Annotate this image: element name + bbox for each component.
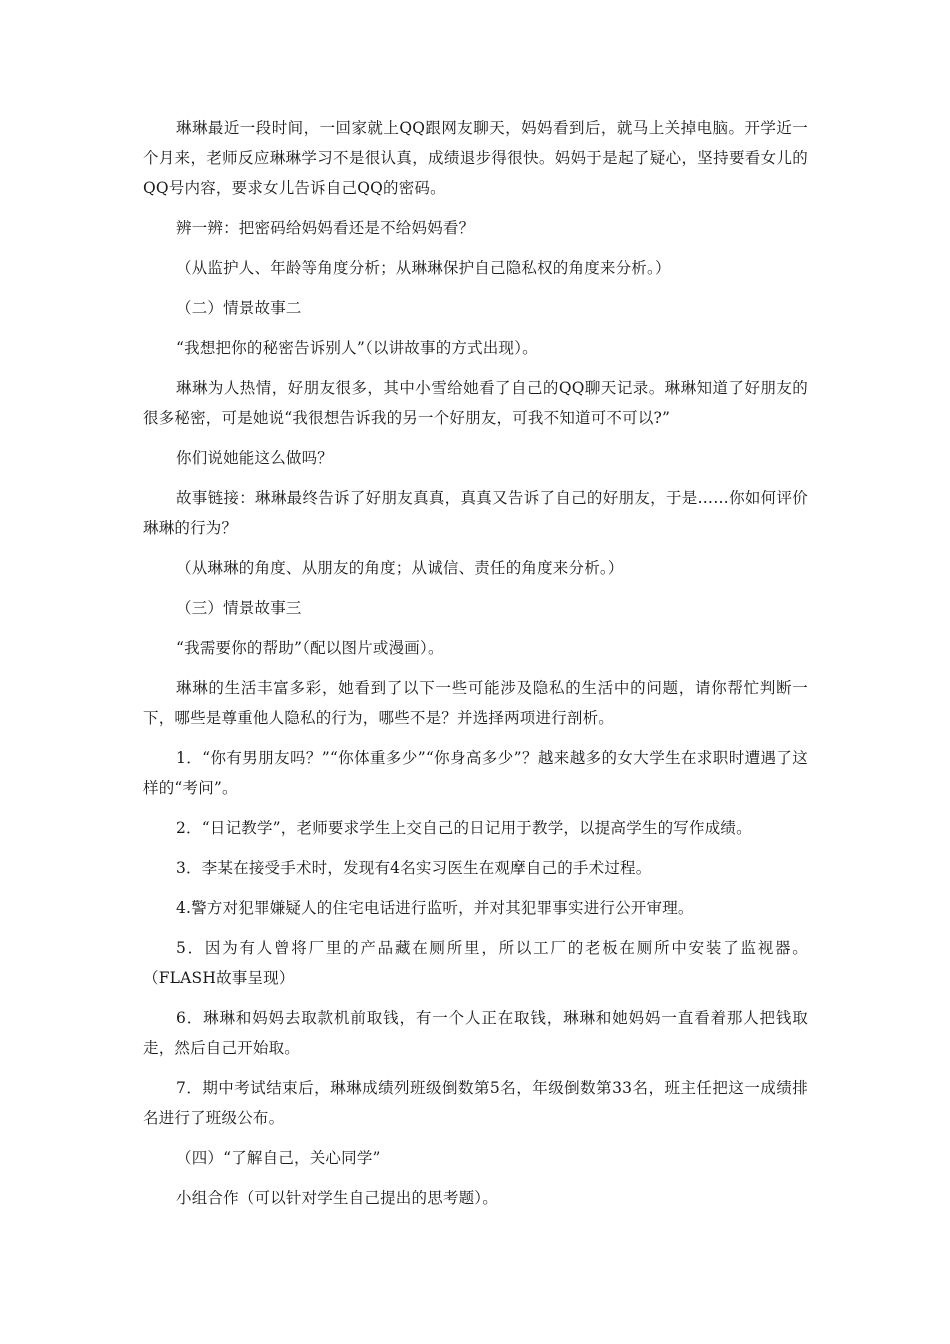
list-item: 2．“日记教学”，老师要求学生上交自己的日记用于教学，以提高学生的写作成绩。 (176, 819, 752, 837)
discussion-question: 辨一辨：把密码给妈妈看还是不给妈妈看？ (176, 219, 475, 237)
list-item: 3．李某在接受手术时，发现有4名实习医生在观摩自己的手术过程。 (176, 859, 652, 877)
section-heading-3: （三）情景故事三 (176, 599, 302, 617)
document-page (143, 113, 808, 1223)
group-task: 小组合作（可以针对学生自己提出的思考题）。 (176, 1189, 498, 1207)
analysis-hint: （从琳琳的角度、从朋友的角度；从诚信、责任的角度来分析。） (176, 559, 624, 577)
list-item: 7．期中考试结束后，琳琳成绩列班级倒数第5名，年级倒数第33名，班主任把这一成绩排名进行了班级公布。 (143, 1079, 808, 1127)
list-item: 4.警方对犯罪嫌疑人的住宅电话进行监听，并对其犯罪事实进行公开审理。 (176, 899, 694, 917)
story-link: 故事链接：琳琳最终告诉了好朋友真真，真真又告诉了自己的好朋友，于是……你如何评价琳琳的行为？ (143, 489, 808, 537)
section-heading-4: （四）“了解自己，关心同学” (176, 1149, 381, 1167)
list-item: 1．“你有男朋友吗？”“你体重多少”“你身高多少”？越来越多的女大学生在求职时遭遇了这样的“考问”。 (143, 749, 808, 797)
story-paragraph: 琳琳最近一段时间，一回家就上QQ跟网友聊天，妈妈看到后，就马上关掉电脑。开学近一个月来，老师反应琳琳学习不是很认真，成绩退步得很快。妈妈于是起了疑心，坚持要看女儿的QQ号内容，要求女儿告诉自己QQ的密码。 (143, 119, 808, 197)
list-item: 5．因为有人曾将厂里的产品藏在厕所里，所以工厂的老板在厕所中安装了监视器。（FLASH故事呈现） (143, 939, 808, 987)
list-item: 6．琳琳和妈妈去取款机前取钱，有一个人正在取钱，琳琳和她妈妈一直看着那人把钱取走，然后自己开始取。 (143, 1009, 808, 1057)
story-paragraph: 琳琳的生活丰富多彩，她看到了以下一些可能涉及隐私的生活中的问题，请你帮忙判断一下，哪些是尊重他人隐私的行为，哪些不是？并选择两项进行剖析。 (143, 679, 808, 727)
story-title: “我需要你的帮助”（配以图片或漫画）。 (176, 639, 444, 657)
analysis-hint: （从监护人、年龄等角度分析；从琳琳保护自己隐私权的角度来分析。） (176, 259, 671, 277)
section-heading-2: （二）情景故事二 (176, 299, 302, 317)
story-title: “我想把你的秘密告诉别人”（以讲故事的方式出现）。 (176, 339, 538, 357)
story-paragraph: 琳琳为人热情，好朋友很多，其中小雪给她看了自己的QQ聊天记录。琳琳知道了好朋友的很多秘密，可是她说“我很想告诉我的另一个好朋友，可我不知道可不可以?” (143, 379, 808, 427)
discussion-question: 你们说她能这么做吗？ (176, 449, 334, 467)
